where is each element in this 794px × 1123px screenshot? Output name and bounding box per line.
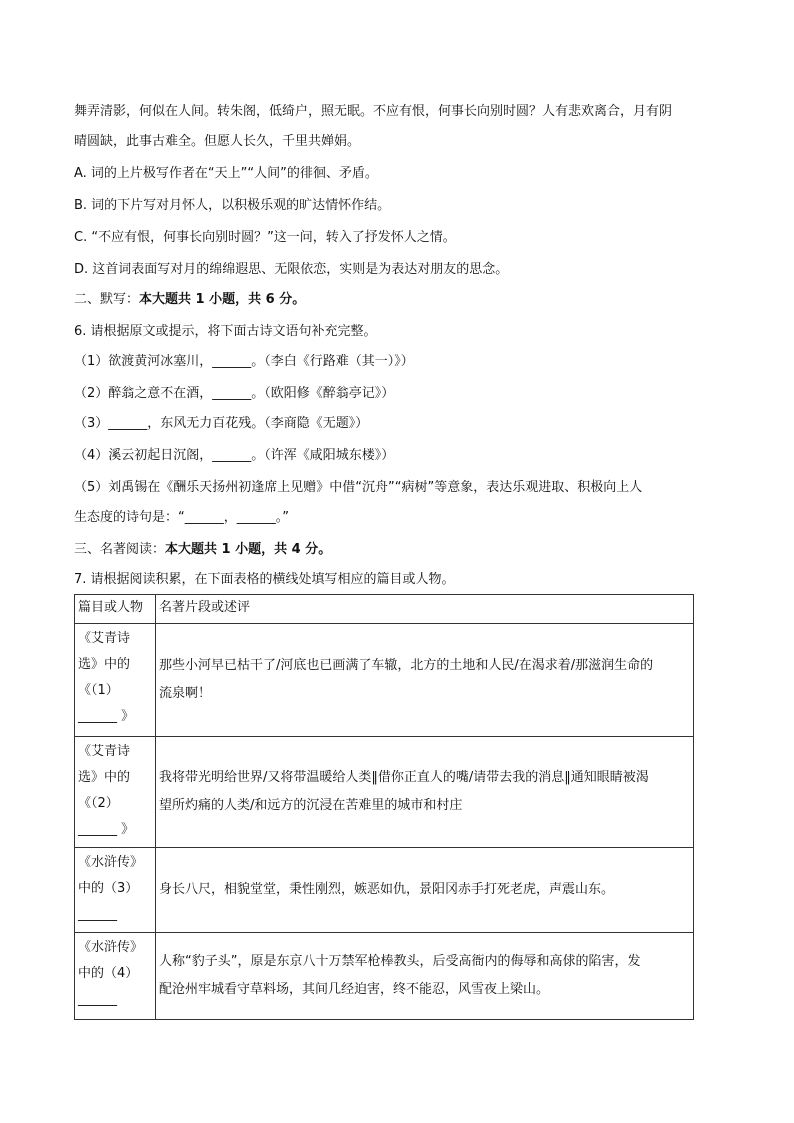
row-3-excerpt-line: 身长八尺，相貌堂堂，秉性刚烈，嫉恶如仇，景阳冈赤手打死老虎，声震山东。 [159, 882, 615, 897]
q6-stem: 6. 请根据原文或提示，将下面古诗文语句补充完整。 [74, 324, 377, 339]
row-4-work-blank: ______ [78, 992, 117, 1007]
section-2-heading [74, 290, 724, 310]
q6-item-1 [74, 352, 724, 372]
q6-item-4 [74, 446, 724, 466]
table-row [75, 933, 694, 1020]
row-2-work-line: 《（2） [78, 796, 119, 811]
q6-item-2-blank: ______ [212, 386, 252, 401]
option-a: A. 词的上片极写作者在“天上”“人间”的徘徊、矛盾。 [74, 166, 378, 181]
q6-item-5-blank-1: ______ [184, 510, 224, 525]
row-1-excerpt-line: 那些小河早已枯干了/河底也已画满了车辙，北方的土地和人民/在渴求着/那滋润生命的 [159, 658, 654, 673]
q6-item-5-line-2 [74, 508, 724, 528]
row-4-excerpt-cell [156, 933, 694, 1020]
row-4-excerpt-line: 配沧州牢城看守草料场，其间几经迫害，终不能忍，风雪夜上梁山。 [159, 982, 550, 997]
row-2-excerpt-cell [156, 737, 694, 848]
row-1-work-line: 《（1） [78, 683, 119, 698]
row-3-excerpt-cell [156, 848, 694, 933]
section-3-prefix: 三、名著阅读： [74, 542, 166, 557]
q6-item-2-post: 。（欧阳修《醉翁亭记》） [251, 386, 395, 401]
q6-item-5-mid: ， [223, 510, 237, 525]
row-1-excerpt-line: 流泉啊！ [159, 686, 212, 701]
row-2-work-blank: ______ 》 [78, 822, 135, 837]
row-4-work-cell [75, 933, 156, 1020]
section-2-prefix: 二、默写： [74, 292, 140, 307]
option-c: C. “不应有恨，何事长向别时圆？”这一问，转入了抒发怀人之情。 [74, 230, 456, 245]
q6-item-1-post: 。（李白《行路难（其一）》） [251, 354, 414, 369]
q6-item-4-blank: ______ [212, 448, 252, 463]
row-2-work-line: 选》中的 [78, 770, 131, 785]
poem-line-1: 舞弄清影，何似在人间。转朱阁，低绮户，照无眠。不应有恨，何事长向别时圆？人有悲欢离合，月有阴 [74, 104, 673, 119]
row-2-work-cell [75, 737, 156, 848]
row-1-work-blank: ______ 》 [78, 709, 135, 724]
row-1-work-line: 选》中的 [78, 657, 131, 672]
q6-item-3 [74, 414, 724, 434]
header-cell-work: 篇目或人物 [75, 595, 156, 624]
q6-item-5-line-1: （5）刘禹锡在《酬乐天扬州初逢席上见赠》中借“沉舟”“病树”等意象，表达乐观进取、积极向上人 [74, 480, 643, 495]
row-3-work-cell [75, 848, 156, 933]
q6-item-1-pre: （1）欲渡黄河冰塞川， [74, 354, 213, 369]
row-2-work-line: 《艾青诗 [78, 744, 131, 759]
poem-line-2: 晴圆缺，此事古难全。但愿人长久，千里共婵娟。 [74, 134, 361, 149]
section-3-heading [74, 540, 724, 560]
q6-item-4-pre: （4）溪云初起日沉阁， [74, 448, 213, 463]
row-3-work-line: 中的（3） [78, 881, 139, 896]
q6-item-1-blank: ______ [212, 354, 252, 369]
option-d: D. 这首词表面写对月的绵绵遐思、无限依恋，实则是为表达对朋友的思念。 [74, 262, 509, 277]
row-2-excerpt-line: 我将带光明给世界/又将带温暖给人类‖借你正直人的嘴/请带去我的消息‖通知眼睛被渴 [159, 770, 649, 785]
section-2-rest: 本大题共 1 小题，共 6 分。 [139, 292, 306, 307]
q6-item-2-pre: （2）醉翁之意不在酒， [74, 386, 213, 401]
row-1-work-line: 《艾青诗 [78, 631, 131, 646]
table-header-row [75, 595, 694, 624]
q6-item-5-post: 。” [275, 510, 290, 525]
header-cell-excerpt: 名著片段或述评 [156, 595, 694, 624]
q6-item-3-post: ，东风无力百花残。（李商隐《无题》） [147, 416, 369, 431]
q6-item-5-blank-2: ______ [236, 510, 276, 525]
q6-item-5-pre: 生态度的诗句是：“ [74, 510, 185, 525]
row-4-work-line: 中的（4） [78, 966, 139, 981]
table-row [75, 737, 694, 848]
row-4-work-line: 《水浒传》 [78, 940, 144, 955]
row-2-excerpt-line: 望所灼痛的人类/和远方的沉浸在苦难里的城市和村庄 [159, 798, 463, 813]
row-1-excerpt-cell [156, 624, 694, 737]
q6-item-3-pre: （3） [74, 416, 109, 431]
q7-stem: 7. 请根据阅读积累，在下面表格的横线处填写相应的篇目或人物。 [74, 572, 455, 587]
table-row [75, 848, 694, 933]
q6-item-2 [74, 384, 724, 404]
q6-item-4-post: 。（许浑《咸阳城东楼》） [251, 448, 395, 463]
option-b: B. 词的下片写对月怀人，以积极乐观的旷达情怀作结。 [74, 198, 391, 213]
q6-item-3-blank: ______ [108, 416, 148, 431]
row-1-work-cell [75, 624, 156, 737]
section-3-rest: 本大题共 1 小题，共 4 分。 [165, 542, 332, 557]
row-3-work-line: 《水浒传》 [78, 855, 144, 870]
row-4-excerpt-line: 人称“豹子头”，原是东京八十万禁军枪棒教头，后受高衙内的侮辱和高俅的陷害，发 [159, 954, 641, 969]
table-row [75, 624, 694, 737]
q7-table [74, 594, 694, 1020]
row-3-work-blank: ______ [78, 907, 117, 922]
